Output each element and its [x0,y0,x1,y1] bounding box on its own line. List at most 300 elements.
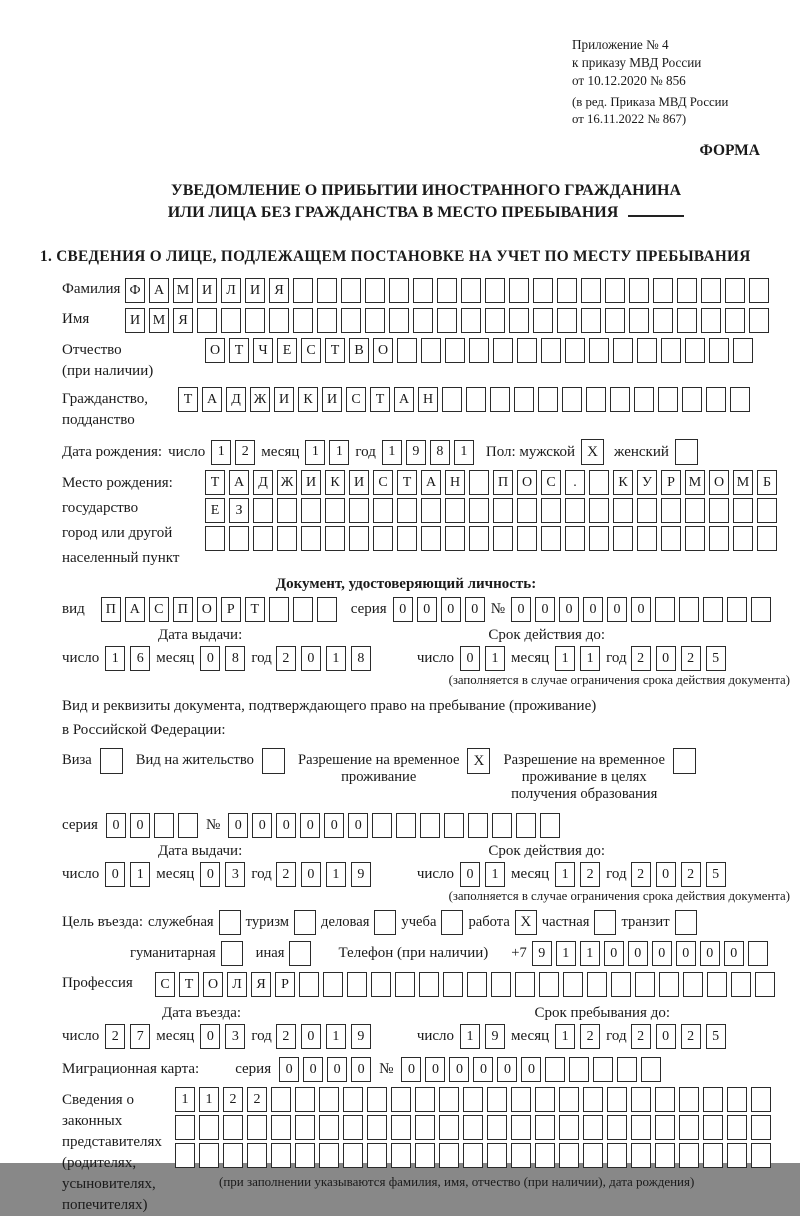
char-cell[interactable]: 0 [652,941,672,966]
char-cell[interactable] [757,498,777,523]
char-cell[interactable]: 1 [175,1087,195,1112]
char-cell[interactable] [323,972,343,997]
char-cell[interactable] [271,1143,291,1168]
char-cell[interactable] [610,387,630,412]
char-cell[interactable]: Б [757,470,777,495]
char-cell[interactable]: 0 [348,813,368,838]
char-cell[interactable]: П [493,470,513,495]
temp-residence-education-checkbox[interactable] [673,748,696,774]
char-cell[interactable] [751,1143,771,1168]
char-cell[interactable] [269,597,289,622]
char-cell[interactable] [559,1143,579,1168]
char-cell[interactable]: 1 [326,862,346,887]
char-cell[interactable]: 0 [393,597,413,622]
char-cell[interactable]: 7 [130,1024,150,1049]
char-cell[interactable]: 2 [681,862,701,887]
char-cell[interactable] [463,1087,483,1112]
char-cell[interactable] [223,1115,243,1140]
char-cell[interactable]: 0 [460,646,480,671]
char-cell[interactable]: 9 [532,941,552,966]
char-cell[interactable] [661,498,681,523]
char-cell[interactable] [175,1143,195,1168]
char-cell[interactable]: 0 [628,941,648,966]
char-cell[interactable] [538,387,558,412]
char-cell[interactable]: 0 [700,941,720,966]
char-cell[interactable] [341,308,361,333]
char-cell[interactable] [221,308,241,333]
char-cell[interactable] [655,1087,675,1112]
char-cell[interactable] [420,813,440,838]
char-cell[interactable] [317,308,337,333]
char-cell[interactable] [154,813,174,838]
char-cell[interactable] [535,1087,555,1112]
char-cell[interactable]: 0 [460,862,480,887]
purpose-transit-checkbox[interactable] [675,910,697,935]
char-cell[interactable]: А [394,387,414,412]
char-cell[interactable] [175,1115,195,1140]
char-cell[interactable] [539,972,559,997]
char-cell[interactable] [468,813,488,838]
char-cell[interactable] [445,498,465,523]
char-cell[interactable] [199,1115,219,1140]
char-cell[interactable] [611,972,631,997]
char-cell[interactable] [197,308,217,333]
char-cell[interactable] [301,526,321,551]
char-cell[interactable]: О [203,972,223,997]
char-cell[interactable] [269,308,289,333]
char-cell[interactable] [485,278,505,303]
char-cell[interactable] [725,278,745,303]
char-cell[interactable]: О [205,338,225,363]
char-cell[interactable]: Н [445,470,465,495]
char-cell[interactable] [631,1087,651,1112]
char-cell[interactable]: 0 [425,1057,445,1082]
char-cell[interactable] [679,1143,699,1168]
purpose-humanitarian-checkbox[interactable] [221,941,243,966]
char-cell[interactable]: 3 [225,1024,245,1049]
char-cell[interactable] [389,278,409,303]
char-cell[interactable] [589,470,609,495]
char-cell[interactable] [493,526,513,551]
char-cell[interactable]: 1 [580,646,600,671]
char-cell[interactable] [709,498,729,523]
char-cell[interactable] [467,972,487,997]
char-cell[interactable]: 1 [199,1087,219,1112]
char-cell[interactable] [391,1087,411,1112]
char-cell[interactable] [253,498,273,523]
char-cell[interactable]: Т [205,470,225,495]
char-cell[interactable] [586,387,606,412]
char-cell[interactable] [245,308,265,333]
char-cell[interactable] [605,308,625,333]
char-cell[interactable] [749,278,769,303]
char-cell[interactable] [367,1115,387,1140]
char-cell[interactable] [487,1115,507,1140]
char-cell[interactable] [589,338,609,363]
char-cell[interactable]: Я [173,308,193,333]
char-cell[interactable] [517,338,537,363]
char-cell[interactable]: С [346,387,366,412]
char-cell[interactable]: 2 [247,1087,267,1112]
char-cell[interactable] [559,1115,579,1140]
char-cell[interactable]: 1 [555,862,575,887]
char-cell[interactable]: 0 [130,813,150,838]
char-cell[interactable]: 2 [276,646,296,671]
char-cell[interactable] [515,972,535,997]
char-cell[interactable]: О [373,338,393,363]
char-cell[interactable] [605,278,625,303]
char-cell[interactable]: П [101,597,121,622]
char-cell[interactable] [581,308,601,333]
char-cell[interactable] [295,1087,315,1112]
char-cell[interactable]: У [637,470,657,495]
char-cell[interactable] [593,1057,613,1082]
char-cell[interactable]: М [149,308,169,333]
char-cell[interactable] [637,498,657,523]
char-cell[interactable] [413,308,433,333]
char-cell[interactable] [679,597,699,622]
char-cell[interactable] [685,498,705,523]
char-cell[interactable] [469,526,489,551]
char-cell[interactable] [517,498,537,523]
char-cell[interactable] [631,1143,651,1168]
char-cell[interactable] [247,1143,267,1168]
char-cell[interactable]: 0 [324,813,344,838]
char-cell[interactable] [727,597,747,622]
char-cell[interactable] [541,526,561,551]
char-cell[interactable] [487,1087,507,1112]
char-cell[interactable] [748,941,768,966]
char-cell[interactable] [517,526,537,551]
char-cell[interactable] [445,338,465,363]
char-cell[interactable] [391,1115,411,1140]
char-cell[interactable]: Ж [277,470,297,495]
char-cell[interactable] [461,278,481,303]
char-cell[interactable] [733,526,753,551]
char-cell[interactable] [343,1087,363,1112]
char-cell[interactable] [343,1143,363,1168]
char-cell[interactable] [493,338,513,363]
char-cell[interactable]: 0 [252,813,272,838]
char-cell[interactable] [511,1143,531,1168]
char-cell[interactable]: З [229,498,249,523]
char-cell[interactable]: 0 [441,597,461,622]
char-cell[interactable]: Т [178,387,198,412]
char-cell[interactable] [613,526,633,551]
char-cell[interactable]: А [202,387,222,412]
char-cell[interactable] [442,387,462,412]
char-cell[interactable]: А [149,278,169,303]
char-cell[interactable] [629,278,649,303]
char-cell[interactable]: 9 [485,1024,505,1049]
char-cell[interactable]: Т [179,972,199,997]
char-cell[interactable] [277,498,297,523]
char-cell[interactable] [589,498,609,523]
char-cell[interactable]: К [298,387,318,412]
char-cell[interactable] [683,972,703,997]
char-cell[interactable]: 0 [228,813,248,838]
char-cell[interactable] [751,597,771,622]
char-cell[interactable] [679,1087,699,1112]
char-cell[interactable]: 0 [449,1057,469,1082]
char-cell[interactable] [583,1143,603,1168]
char-cell[interactable] [319,1087,339,1112]
char-cell[interactable] [463,1143,483,1168]
char-cell[interactable] [655,1115,675,1140]
purpose-study-checkbox[interactable] [441,910,463,935]
char-cell[interactable] [349,498,369,523]
char-cell[interactable] [562,387,582,412]
char-cell[interactable] [565,498,585,523]
char-cell[interactable] [757,526,777,551]
char-cell[interactable]: 0 [351,1057,371,1082]
char-cell[interactable] [437,308,457,333]
char-cell[interactable] [634,387,654,412]
purpose-official-checkbox[interactable] [219,910,241,935]
char-cell[interactable] [563,972,583,997]
char-cell[interactable] [293,308,313,333]
char-cell[interactable] [589,526,609,551]
char-cell[interactable] [653,308,673,333]
char-cell[interactable] [565,526,585,551]
char-cell[interactable] [365,308,385,333]
char-cell[interactable]: 2 [580,1024,600,1049]
char-cell[interactable] [178,813,198,838]
char-cell[interactable]: 0 [656,862,676,887]
char-cell[interactable] [439,1143,459,1168]
char-cell[interactable] [755,972,775,997]
char-cell[interactable]: 0 [301,1024,321,1049]
char-cell[interactable]: С [155,972,175,997]
char-cell[interactable]: О [709,470,729,495]
char-cell[interactable]: 0 [200,862,220,887]
char-cell[interactable]: Т [229,338,249,363]
char-cell[interactable]: И [322,387,342,412]
char-cell[interactable] [629,308,649,333]
purpose-business-checkbox[interactable] [374,910,396,935]
char-cell[interactable] [511,1115,531,1140]
char-cell[interactable]: 0 [200,646,220,671]
char-cell[interactable] [325,498,345,523]
purpose-private-checkbox[interactable] [594,910,616,935]
char-cell[interactable] [607,1087,627,1112]
char-cell[interactable] [751,1115,771,1140]
char-cell[interactable]: Ф [125,278,145,303]
char-cell[interactable]: Я [251,972,271,997]
char-cell[interactable]: 2 [276,862,296,887]
char-cell[interactable]: 0 [276,813,296,838]
char-cell[interactable] [295,1115,315,1140]
sex-male-checkbox[interactable]: X [581,439,604,465]
char-cell[interactable] [511,1087,531,1112]
char-cell[interactable] [617,1057,637,1082]
char-cell[interactable] [372,813,392,838]
char-cell[interactable] [325,526,345,551]
char-cell[interactable] [514,387,534,412]
char-cell[interactable]: Т [245,597,265,622]
char-cell[interactable]: С [373,470,393,495]
char-cell[interactable] [613,338,633,363]
char-cell[interactable]: 8 [225,646,245,671]
char-cell[interactable] [637,338,657,363]
char-cell[interactable]: Р [221,597,241,622]
char-cell[interactable]: Д [253,470,273,495]
char-cell[interactable] [293,597,313,622]
char-cell[interactable] [389,308,409,333]
char-cell[interactable] [541,498,561,523]
char-cell[interactable] [569,1057,589,1082]
char-cell[interactable]: 1 [485,646,505,671]
char-cell[interactable]: О [197,597,217,622]
char-cell[interactable] [733,338,753,363]
char-cell[interactable]: Д [226,387,246,412]
char-cell[interactable] [253,526,273,551]
char-cell[interactable] [301,498,321,523]
char-cell[interactable]: С [541,470,561,495]
char-cell[interactable] [469,470,489,495]
char-cell[interactable]: М [733,470,753,495]
char-cell[interactable] [421,498,441,523]
char-cell[interactable]: 0 [607,597,627,622]
char-cell[interactable] [725,308,745,333]
char-cell[interactable]: К [325,470,345,495]
char-cell[interactable] [397,498,417,523]
char-cell[interactable]: Т [397,470,417,495]
char-cell[interactable] [655,1143,675,1168]
char-cell[interactable]: Ч [253,338,273,363]
char-cell[interactable] [347,972,367,997]
char-cell[interactable]: 5 [706,1024,726,1049]
char-cell[interactable] [391,1143,411,1168]
char-cell[interactable] [709,526,729,551]
char-cell[interactable] [730,387,750,412]
char-cell[interactable] [492,813,512,838]
char-cell[interactable]: 5 [706,862,726,887]
char-cell[interactable] [706,387,726,412]
char-cell[interactable]: В [349,338,369,363]
char-cell[interactable] [444,813,464,838]
char-cell[interactable] [469,498,489,523]
char-cell[interactable] [461,308,481,333]
char-cell[interactable] [295,1143,315,1168]
char-cell[interactable]: 1 [305,440,325,465]
char-cell[interactable]: Р [661,470,681,495]
char-cell[interactable]: 0 [301,862,321,887]
char-cell[interactable] [439,1115,459,1140]
char-cell[interactable]: 1 [454,440,474,465]
char-cell[interactable] [396,813,416,838]
char-cell[interactable] [485,308,505,333]
char-cell[interactable]: 0 [656,646,676,671]
char-cell[interactable]: 0 [583,597,603,622]
char-cell[interactable] [419,972,439,997]
char-cell[interactable]: Н [418,387,438,412]
char-cell[interactable] [299,972,319,997]
char-cell[interactable]: С [301,338,321,363]
char-cell[interactable]: 1 [130,862,150,887]
char-cell[interactable] [415,1115,435,1140]
char-cell[interactable]: А [229,470,249,495]
char-cell[interactable]: 8 [430,440,450,465]
char-cell[interactable] [367,1087,387,1112]
char-cell[interactable]: 1 [555,646,575,671]
char-cell[interactable]: 1 [329,440,349,465]
char-cell[interactable] [727,1087,747,1112]
char-cell[interactable] [367,1143,387,1168]
char-cell[interactable] [397,338,417,363]
char-cell[interactable] [493,498,513,523]
char-cell[interactable] [661,526,681,551]
char-cell[interactable]: М [173,278,193,303]
char-cell[interactable]: Т [325,338,345,363]
char-cell[interactable] [415,1087,435,1112]
char-cell[interactable]: Л [221,278,241,303]
char-cell[interactable] [677,308,697,333]
char-cell[interactable] [701,278,721,303]
char-cell[interactable]: 0 [521,1057,541,1082]
char-cell[interactable] [559,1087,579,1112]
char-cell[interactable] [641,1057,661,1082]
char-cell[interactable]: 2 [631,646,651,671]
char-cell[interactable]: И [349,470,369,495]
char-cell[interactable]: 2 [681,646,701,671]
char-cell[interactable] [277,526,297,551]
char-cell[interactable] [490,387,510,412]
char-cell[interactable]: И [197,278,217,303]
char-cell[interactable]: 2 [631,862,651,887]
char-cell[interactable]: 0 [327,1057,347,1082]
char-cell[interactable]: 0 [200,1024,220,1049]
temp-residence-checkbox[interactable]: X [467,748,490,774]
sex-female-checkbox[interactable] [675,439,698,465]
char-cell[interactable]: 0 [300,813,320,838]
char-cell[interactable] [587,972,607,997]
char-cell[interactable] [733,498,753,523]
char-cell[interactable] [607,1143,627,1168]
char-cell[interactable]: 1 [580,941,600,966]
char-cell[interactable] [535,1143,555,1168]
char-cell[interactable] [533,278,553,303]
char-cell[interactable] [540,813,560,838]
char-cell[interactable] [557,278,577,303]
char-cell[interactable] [463,1115,483,1140]
char-cell[interactable]: 2 [681,1024,701,1049]
char-cell[interactable] [469,338,489,363]
char-cell[interactable] [317,278,337,303]
char-cell[interactable] [415,1143,435,1168]
char-cell[interactable]: 0 [301,646,321,671]
purpose-other-checkbox[interactable] [289,941,311,966]
char-cell[interactable] [487,1143,507,1168]
char-cell[interactable] [395,972,415,997]
char-cell[interactable] [709,338,729,363]
char-cell[interactable] [682,387,702,412]
char-cell[interactable] [421,338,441,363]
char-cell[interactable] [607,1115,627,1140]
char-cell[interactable]: П [173,597,193,622]
char-cell[interactable]: 2 [631,1024,651,1049]
char-cell[interactable] [413,278,433,303]
purpose-tourism-checkbox[interactable] [294,910,316,935]
char-cell[interactable] [509,308,529,333]
char-cell[interactable] [373,498,393,523]
char-cell[interactable]: 0 [656,1024,676,1049]
char-cell[interactable]: 1 [382,440,402,465]
char-cell[interactable] [535,1115,555,1140]
char-cell[interactable]: Е [277,338,297,363]
char-cell[interactable] [658,387,678,412]
char-cell[interactable] [703,1143,723,1168]
